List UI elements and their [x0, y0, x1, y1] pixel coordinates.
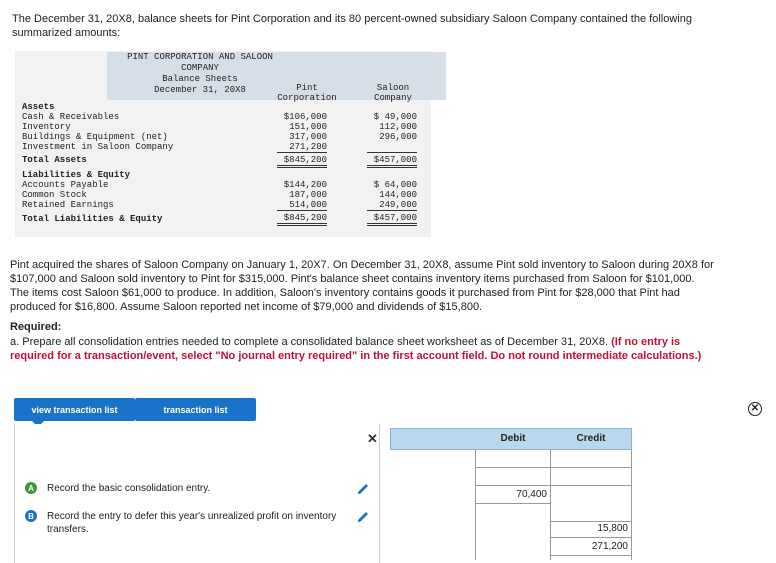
- liab-total-underline-saloon: [367, 223, 417, 226]
- col-saloon-line2: Company: [374, 93, 412, 103]
- transaction-item-a[interactable]: [25, 482, 355, 496]
- debit-cell[interactable]: [476, 540, 550, 558]
- assets-total-underline-saloon: [367, 165, 417, 168]
- required-heading: Required:: [10, 321, 62, 333]
- liab-subtotal-line-pint: [277, 210, 327, 211]
- transaction-list-panel: [14, 424, 380, 563]
- pint-ap: $144,200: [283, 180, 327, 190]
- debit-cell[interactable]: [476, 504, 550, 522]
- saloon-common-stock: 144,000: [379, 190, 417, 200]
- pint-retained-earnings: 514,000: [289, 200, 327, 210]
- balance-sheet-titles: [107, 52, 293, 96]
- bs-title-2: Balance Sheets: [162, 74, 238, 84]
- bs-title-3: December 31, 20X8: [154, 85, 246, 95]
- row-label-investment: Investment in Saloon Company: [22, 142, 174, 152]
- pint-buildings: 317,000: [289, 132, 327, 142]
- required-note: (If no entry is required for a transaction/event, select "No journal entry required" in the first account field. Do not round intermediate calculations.): [10, 336, 702, 362]
- credit-cell[interactable]: 15,800: [551, 520, 631, 538]
- debit-cell[interactable]: [476, 522, 550, 540]
- edit-pencil-icon[interactable]: [355, 509, 371, 525]
- balance-sheet-table: [15, 51, 431, 237]
- assets-subtotal-line-saloon: [367, 152, 417, 153]
- intro-text: The December 31, 20X8, balance sheets for Pint Corporation and its 80 percent-owned subsidiary Saloon Company contained the following summarized amounts:: [12, 13, 692, 39]
- row-label-inventory: Inventory: [22, 122, 71, 132]
- pint-total-liab: $845,200: [283, 213, 327, 223]
- debit-cell[interactable]: 70,400: [476, 486, 550, 504]
- credit-header: Credit: [576, 433, 606, 444]
- problem-paragraph: Pint acquired the shares of Saloon Company on January 1, 20X7. On December 31, 20X8, assume Pint sold inventory to Saloon during 20X8 for $107,000 and Saloon sold inventory to Pint for $315,000. Pint's balance sheet contains inventory items purchased from Saloon for $101,000. The items cost Saloon $61,000 to produce. In addition, Saloon's inventory contains goods it purchased from Pint for $28,000 that Pint had produced for $16,800. Assume Saloon reported net income of $79,000 and dividends of $15,800.: [10, 259, 714, 313]
- col-pint-line2: Corporation: [277, 93, 337, 103]
- transaction-item-b[interactable]: [25, 510, 355, 538]
- panel-close-icon[interactable]: ✕: [367, 431, 378, 446]
- credit-cell[interactable]: [551, 486, 631, 504]
- row-label-ap: Accounts Payable: [22, 180, 109, 190]
- debit-cell[interactable]: [476, 450, 550, 468]
- col-pint-line1: Pint: [296, 83, 318, 93]
- badge-a: A: [25, 482, 37, 494]
- saloon-retained-earnings: 249,000: [379, 200, 417, 210]
- pint-total-assets: $845,200: [283, 155, 327, 165]
- saloon-total-liab: $457,000: [373, 213, 417, 223]
- saloon-total-assets: $457,000: [373, 155, 417, 165]
- col-saloon-line1: Saloon: [376, 83, 410, 93]
- pint-investment: 271,200: [289, 142, 327, 152]
- pint-common-stock: 187,000: [289, 190, 327, 200]
- required-part-a-text: a. Prepare all consolidation entries needed to complete a consolidated balance sheet worksheet as of December 31, 20X8.: [10, 336, 609, 348]
- pint-cash: $106,000: [283, 112, 327, 122]
- total-assets-label: Total Assets: [22, 155, 87, 165]
- total-liab-label: Total Liabilities & Equity: [22, 214, 163, 224]
- transaction-item-b-text: Record the entry to defer this year's unrealized profit on inventory transfers.: [47, 511, 337, 535]
- liab-total-underline-pint: [277, 223, 327, 226]
- saloon-buildings: 296,000: [379, 132, 417, 142]
- saloon-inventory: 112,000: [379, 122, 417, 132]
- edit-pencil-icon[interactable]: [355, 481, 371, 497]
- credit-cell[interactable]: 271,200: [551, 538, 631, 556]
- debit-header: Debit: [500, 433, 526, 444]
- transaction-item-a-text: Record the basic consolidation entry.: [47, 483, 211, 494]
- grid-divider-right: [631, 450, 632, 560]
- liab-subtotal-line-saloon: [367, 210, 417, 211]
- col-header-pint: [267, 83, 347, 103]
- credit-cell[interactable]: [551, 450, 631, 468]
- assets-subtotal-line-pint: [277, 152, 327, 153]
- row-label-cash: Cash & Receivables: [22, 112, 120, 122]
- saloon-ap: $ 64,000: [373, 180, 417, 190]
- saloon-cash: $ 49,000: [373, 112, 417, 122]
- row-label-retained-earnings: Retained Earnings: [22, 200, 114, 210]
- row-label-common-stock: Common Stock: [22, 190, 87, 200]
- grid-header: [390, 428, 632, 450]
- view-transaction-list-tab[interactable]: view transaction list: [14, 398, 135, 421]
- row-label-buildings: Buildings & Equipment (net): [22, 132, 168, 142]
- badge-b: B: [25, 510, 37, 522]
- debit-cell[interactable]: [476, 468, 550, 486]
- assets-header: Assets: [22, 102, 55, 112]
- col-header-saloon: [360, 83, 426, 103]
- required-part-a: [10, 335, 715, 363]
- bs-title-1: PINT CORPORATION AND SALOON COMPANY: [127, 52, 273, 73]
- close-circle-icon[interactable]: ✕: [748, 402, 762, 416]
- transaction-list-tab[interactable]: transaction list: [135, 398, 256, 421]
- credit-cell[interactable]: [551, 468, 631, 486]
- liab-header: Liabilities & Equity: [22, 170, 131, 180]
- pint-inventory: 151,000: [289, 122, 327, 132]
- assets-total-underline-pint: [277, 165, 327, 168]
